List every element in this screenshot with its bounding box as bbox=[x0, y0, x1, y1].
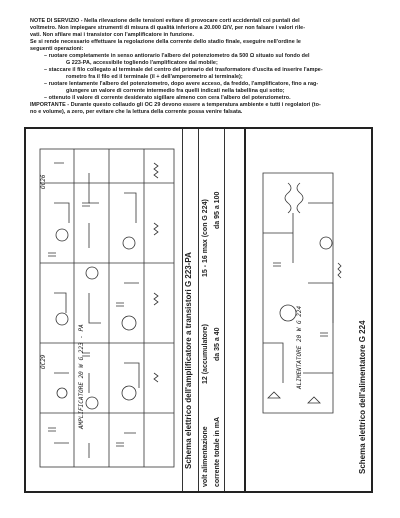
table-row1-value-g224: 15 - 16 max (con G 224) bbox=[202, 199, 209, 277]
divider-left bbox=[182, 129, 183, 491]
notes-paragraph-1: NOTE DI SERVIZIO - Nella rilevazione delle tensioni evitare di provocare corti accidentali coi puntali del voltmetro. Non impiegare strumenti di misura di qualità inferiore a 20.000 Ω/V, per non falsare i valori rile- vati. Non sfilare mai i transistor con l'amplificatore in funzione. bbox=[30, 18, 306, 38]
oc29-label: OC29 bbox=[40, 354, 47, 369]
notes-important: IMPORTANTE - Durante questo collaudo gli OC 29 devono essere a temperatura ambiente e tutti i regolatori (to- no e volume), a zero, per evitare che la lettura della corrente possa venire falsata. bbox=[30, 102, 321, 115]
step-1: – ruotare completamente in senso antiorario l'albero del potenziometro da 500 Ω situato sul fondo del G 223-PA, accessibile togliendo l'amplificatore dal mobile; bbox=[44, 53, 310, 66]
amplifier-handwritten-label: AMPLIFICATORE 20 W G 223 - PA bbox=[78, 324, 85, 429]
step-2: – staccare il filo collegato al terminale del centro del primario del trasformatore d'uscita ed inserire l'ampe- rometro fra il filo ed il terminale (il + dell'amperometro al terminale); bbox=[44, 67, 323, 80]
table-row2-value-12v: da 35 a 40 bbox=[214, 327, 221, 361]
step-4: – ottenuto il valore di corrente desiderato sigillare almeno con cera l'albero del potenziometro. bbox=[44, 95, 291, 101]
table-row2-value-g224: da 95 a 100 bbox=[214, 191, 221, 229]
table-row1-value-12v: 12 (accumulatore) bbox=[202, 324, 209, 384]
power-supply-title: Schema elettrico dell'alimentatore G 224 bbox=[358, 320, 367, 474]
amplifier-title: Schema elettrico dell'amplificatore a transistori G 223-PA bbox=[184, 252, 193, 469]
divider-caption bbox=[198, 129, 199, 491]
schematic-sheet bbox=[24, 127, 373, 493]
oc26-label: OC26 bbox=[40, 174, 47, 189]
notes-paragraph-2: Se si rende necessario effettuare la regolazione della corrente dello stadio finale, eseguire nell'ordine le seguenti operazioni: bbox=[30, 39, 301, 52]
power-supply-schematic bbox=[248, 143, 358, 463]
important-heading: IMPORTANTE bbox=[30, 102, 66, 108]
service-notes bbox=[30, 18, 372, 116]
divider-main bbox=[244, 129, 246, 491]
table-row1-label: volt alimentazione bbox=[202, 426, 209, 487]
notes-heading: NOTE DI SERVIZIO bbox=[30, 18, 80, 24]
amplifier-schematic bbox=[34, 143, 184, 483]
power-supply-handwritten-label: ALIMENTATORE 20 W G 224 bbox=[296, 305, 303, 389]
table-row2-label: corrente totale in mA bbox=[214, 416, 221, 487]
step-3: – ruotare lentamente l'albero del potenziometro, dopo avere acceso, da freddo, l'amplificatore, fino a rag- giungere un valore di corrente intermedio fra quelli indicati nella tabellina qui sotto; bbox=[44, 81, 319, 94]
divider-table-col bbox=[224, 129, 225, 491]
